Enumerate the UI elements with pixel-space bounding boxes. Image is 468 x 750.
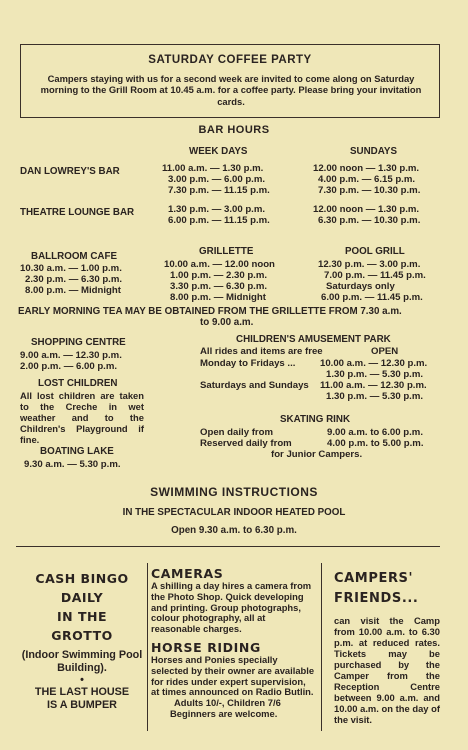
cash-bingo-panel	[20, 563, 144, 731]
amusement-mon-fri-time-2: 1.30 p.m. — 5.30 p.m.	[326, 369, 424, 380]
amusement-sat-sun-time-1: 11.00 a.m. — 12.30 p.m.	[320, 380, 427, 391]
amusement-mon-fri-time-1: 10.00 a.m. — 12.30 p.m.	[320, 358, 428, 369]
coffee-party-box	[20, 44, 440, 118]
bingo-location: (Indoor Swimming Pool Building).	[21, 649, 143, 674]
grillette-time-4: 8.00 p.m. — Midnight	[170, 292, 266, 303]
coffee-party-title: SATURDAY COFFEE PARTY	[148, 54, 312, 66]
shopping-time-1: 9.00 a.m. — 12.30 p.m.	[20, 350, 122, 361]
dan-lowrey-week-3: 7.30 p.m. — 11.15 p.m.	[168, 185, 270, 196]
shopping-centre-title: SHOPPING CENTRE	[31, 337, 126, 348]
swimming-title: SWIMMING INSTRUCTIONS	[150, 485, 318, 499]
early-tea-line-2: to 9.00 a.m.	[200, 317, 254, 328]
campers-friends-panel	[326, 563, 440, 731]
section-divider	[16, 546, 440, 547]
lost-children-title: LOST CHILDREN	[38, 378, 118, 389]
boating-lake-title: BOATING LAKE	[40, 446, 114, 457]
grillette-title: GRILLETTE	[199, 246, 254, 257]
bingo-last-house-1: THE LAST HOUSE	[34, 686, 130, 698]
week-days-heading: WEEK DAYS	[189, 146, 248, 157]
amusement-park-title: CHILDREN'S AMUSEMENT PARK	[236, 334, 391, 345]
column-divider-right	[321, 563, 322, 731]
theatre-lounge-week-1: 1.30 p.m. — 3.00 p.m.	[168, 204, 266, 215]
horse-riding-body: Horses and Ponies specially selected by their owner are available for rides under expert supervision, at times announced on Radio Butlin.	[151, 653, 315, 698]
grillette-time-2: 1.00 p.m. — 2.30 p.m.	[170, 270, 268, 281]
skating-rink-title: SKATING RINK	[280, 414, 351, 425]
grillette-time-3: 3.30 p.m. — 6.30 p.m.	[170, 281, 268, 292]
amusement-open-label: OPEN	[371, 346, 399, 357]
skating-junior-note: for Junior Campers.	[271, 449, 363, 460]
skating-daily-time: 9.00 a.m. to 6.00 p.m.	[327, 427, 423, 438]
lost-children-body: All lost children are taken to the Creche in wet weather and to the Children's Playground if fine.	[20, 390, 144, 445]
dan-lowrey-sun-2: 4.00 p.m. — 6.15 p.m.	[318, 174, 416, 185]
ballroom-cafe-time-2: 2.30 p.m. — 6.30 p.m.	[25, 274, 123, 285]
shopping-time-2: 2.00 p.m. — 6.00 p.m.	[20, 361, 118, 372]
boating-lake-times: 9.30 a.m. — 5.30 p.m.	[24, 459, 121, 470]
ballroom-cafe-time-1: 10.30 a.m. — 1.00 p.m.	[20, 263, 122, 274]
amusement-mon-fri-label: Monday to Fridays ...	[200, 358, 296, 369]
theatre-lounge-week-2: 6.00 p.m. — 11.15 p.m.	[168, 215, 270, 226]
pool-grill-time-3: Saturdays only	[326, 281, 395, 292]
pool-grill-time-4: 6.00 p.m. — 11.45 p.m.	[321, 292, 423, 303]
pool-grill-time-2: 7.00 p.m. — 11.45 p.m.	[324, 270, 426, 281]
sundays-heading: SUNDAYS	[350, 146, 398, 157]
swimming-subtitle: IN THE SPECTACULAR INDOOR HEATED POOL	[122, 507, 346, 518]
bingo-line-3: IN THE	[57, 609, 107, 624]
skating-reserved-time: 4.00 p.m. to 5.00 p.m.	[327, 438, 424, 449]
horse-riding-prices: Adults 10/-, Children 7/6	[174, 697, 281, 709]
pool-grill-time-1: 12.30 p.m. — 3.00 p.m.	[318, 259, 421, 270]
amusement-free-note: All rides and items are free	[200, 346, 323, 357]
bingo-star: •	[80, 674, 84, 686]
theatre-lounge-sun-1: 12.00 noon — 1.30 p.m.	[313, 204, 420, 215]
skating-daily-label: Open daily from	[200, 427, 274, 438]
friends-title-1: CAMPERS'	[334, 571, 414, 586]
dan-lowrey-week-2: 3.00 p.m. — 6.00 p.m.	[168, 174, 266, 185]
cameras-body: A shilling a day hires a camera from the Photo Shop. Quick developing and printing. Group photographs, colour photography, all at reasonable charges.	[151, 580, 312, 635]
theatre-lounge-sun-2: 6.30 p.m. — 10.30 p.m.	[318, 215, 421, 226]
dan-lowrey-sun-3: 7.30 p.m. — 10.30 p.m.	[318, 185, 421, 196]
amusement-sat-sun-label: Saturdays and Sundays	[200, 380, 309, 391]
dan-lowrey-sun-1: 12.00 noon — 1.30 p.m.	[313, 163, 420, 174]
theatre-lounge-bar-name: THEATRE LOUNGE BAR	[20, 207, 135, 218]
bingo-line-2: DAILY	[60, 590, 104, 605]
grillette-time-1: 10.00 a.m. — 12.00 noon	[164, 259, 275, 270]
ballroom-cafe-time-3: 8.00 p.m. — Midnight	[25, 285, 121, 296]
bingo-line-1: CASH BINGO	[35, 571, 129, 586]
cameras-title: CAMERAS	[151, 566, 224, 581]
early-tea-line-1: EARLY MORNING TEA MAY BE OBTAINED FROM THE GRILLETTE FROM 7.30 a.m.	[18, 306, 402, 317]
ballroom-cafe-title: BALLROOM CAFE	[31, 251, 117, 262]
horse-riding-beginners: Beginners are welcome.	[170, 707, 278, 719]
coffee-party-body: Campers staying with us for a second week are invited to come along on Saturday morning to the Grill Room at 10.45 a.m. for a coffee party. Please bring your invitation cards.	[40, 73, 422, 107]
cameras-horse-panel	[148, 563, 318, 731]
friends-title-2: FRIENDS...	[334, 591, 419, 606]
bar-hours-title: BAR HOURS	[198, 124, 270, 136]
friends-body: can visit the Camp from 10.00 a.m. to 6.30 p.m. at reduced rates. Tickets may be purchased by the Camper from the Reception Centre between 9.00 a.m. and 10.00 a.m. on the day of the visit.	[334, 615, 440, 725]
skating-reserved-label: Reserved daily from	[200, 438, 292, 449]
amusement-sat-sun-time-2: 1.30 p.m. — 5.30 p.m.	[326, 391, 424, 402]
horse-riding-title: HORSE RIDING	[151, 639, 261, 655]
bingo-last-house-2: IS A BUMPER	[47, 699, 117, 711]
dan-lowrey-bar-name: DAN LOWREY'S BAR	[20, 166, 120, 177]
swimming-open-hours: Open 9.30 a.m. to 6.30 p.m.	[171, 525, 297, 536]
pool-grill-title: POOL GRILL	[345, 246, 405, 257]
bingo-line-4: GROTTO	[51, 628, 113, 643]
dan-lowrey-week-1: 11.00 a.m. — 1.30 p.m.	[162, 163, 264, 174]
